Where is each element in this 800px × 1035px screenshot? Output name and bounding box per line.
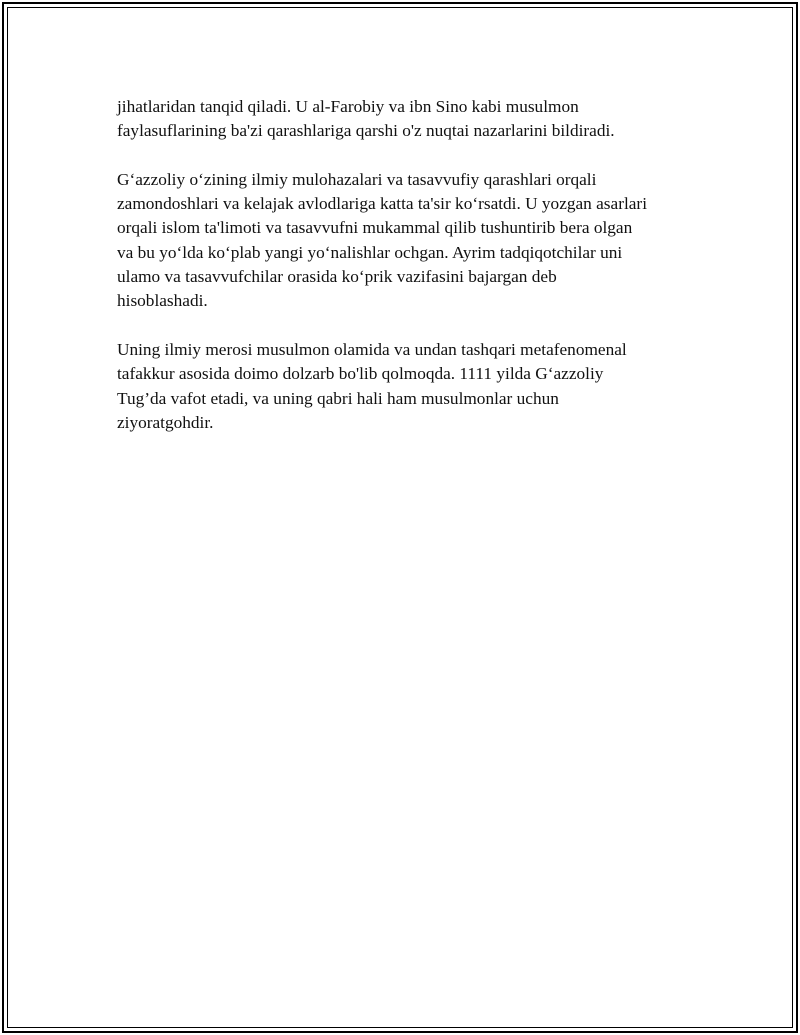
paragraph-1 <box>117 95 697 144</box>
text-line: Uning ilmiy merosi musulmon olamida va undan tashqari metafenomenal <box>117 339 627 359</box>
text-line: ulamo va tasavvufchilar orasida ko‘prik vazifasini bajargan deb <box>117 267 557 287</box>
text-line: zamondoshlari va kelajak avlodlariga katta ta'sir ko‘rsatdi. U yozgan asarlari <box>117 194 647 214</box>
paragraph-3 <box>117 338 697 435</box>
text-line: ziyoratgohdir. <box>117 412 214 432</box>
paragraph-2 <box>117 168 697 314</box>
document-page <box>2 2 798 1033</box>
text-line: faylasuflarining ba'zi qarashlariga qarshi o'z nuqtai nazarlarini bildiradi. <box>117 121 615 141</box>
text-line: jihatlaridan tanqid qiladi. U al-Farobiy va ibn Sino kabi musulmon <box>117 97 579 116</box>
text-line: Tug’da vafot etadi, va uning qabri hali ham musulmonlar uchun <box>117 388 559 408</box>
text-line: hisoblashadi. <box>117 291 208 311</box>
document-body <box>117 95 697 459</box>
text-line: G‘azzoliy o‘zining ilmiy mulohazalari va tasavvufiy qarashlari orqali <box>117 169 597 189</box>
text-line: orqali islom ta'limoti va tasavvufni mukammal qilib tushuntirib bera olgan <box>117 218 633 238</box>
text-line: va bu yo‘lda ko‘plab yangi yo‘nalishlar ochgan. Ayrim tadqiqotchilar uni <box>117 242 623 262</box>
text-line: tafakkur asosida doimo dolzarb bo'lib qolmoqda. 1111 yilda G‘azzoliy <box>117 364 604 384</box>
